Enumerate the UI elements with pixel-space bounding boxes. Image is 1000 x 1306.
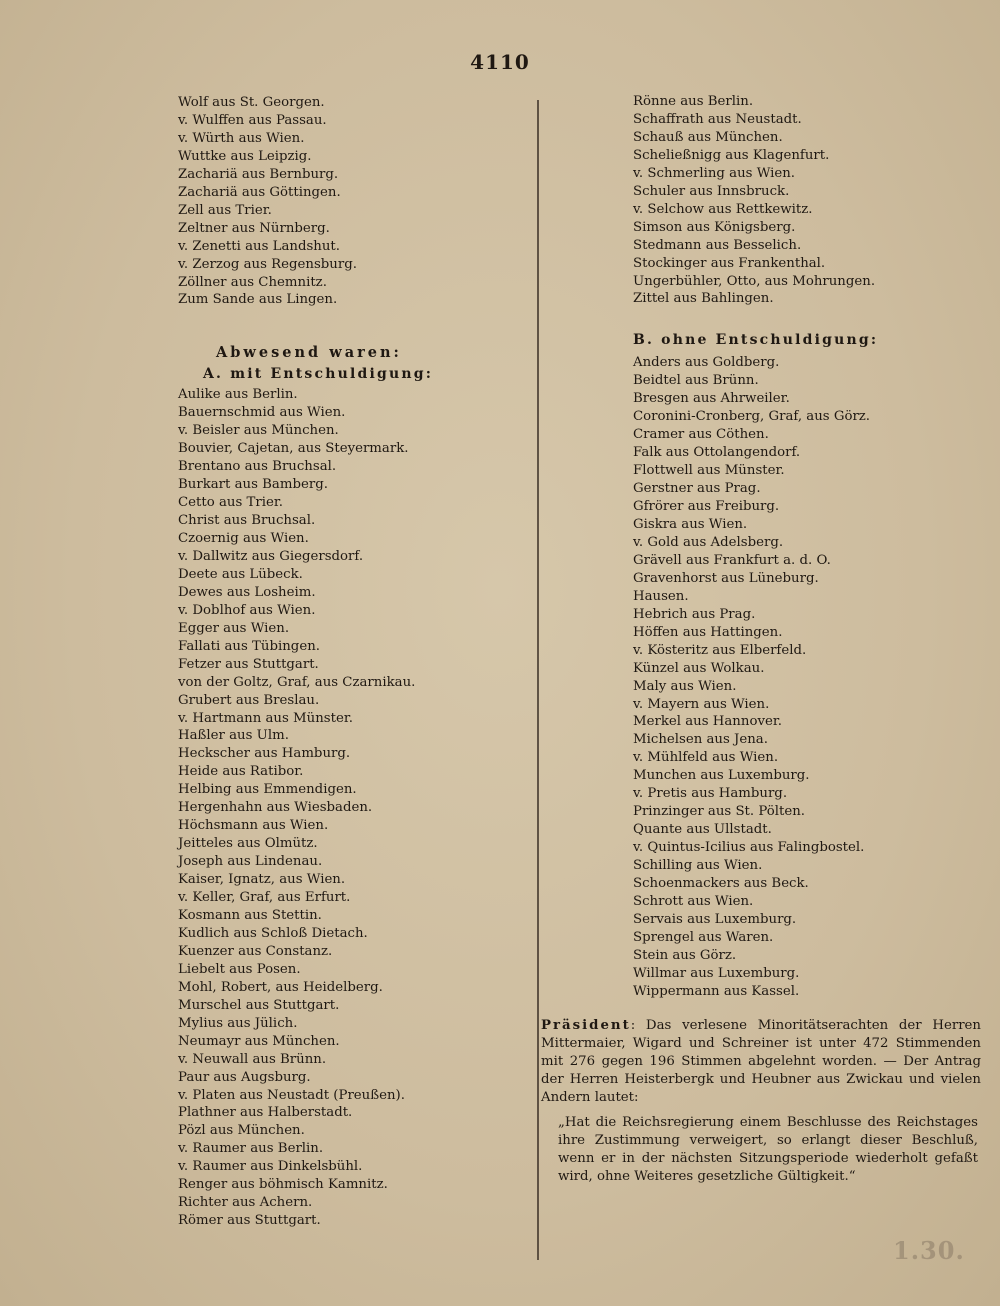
member-entry: Simson aus Königsberg.: [633, 219, 796, 235]
motion-quote: „Hat die Reichsregierung einem Beschlusse des Reichstages ihre Zustimmung verweigert, so erlangt dieser Beschluß, wenn er in der nächsten Sitzungsperiode wiederholt gefaßt wird, ohne Weiteres gesetzliche Gültigkeit.“: [558, 1115, 978, 1185]
member-entry: Gravenhorst aus Lüneburg.: [633, 570, 819, 586]
member-entry: Schaffrath aus Neustadt.: [633, 111, 802, 127]
member-entry: Hausen.: [633, 588, 689, 604]
president-paragraph: [541, 1017, 981, 1107]
member-entry: v. Raumer aus Dinkelsbühl.: [178, 1159, 363, 1175]
member-entry: v. Würth aus Wien.: [178, 130, 305, 146]
member-entry: Coronini-Cronberg, Graf, aus Görz.: [633, 409, 871, 425]
ink-stamp: 1.30.: [893, 1236, 965, 1265]
member-entry: Stedmann aus Besselich.: [633, 237, 802, 253]
member-entry: Hebrich aus Prag.: [633, 606, 756, 622]
member-entry: Dewes aus Losheim.: [178, 584, 316, 600]
member-entry: Cetto aus Trier.: [178, 495, 283, 511]
member-entry: Christ aus Bruchsal.: [178, 513, 316, 529]
member-entry: Künzel aus Wolkau.: [633, 660, 765, 676]
member-entry: Servais aus Luxemburg.: [633, 911, 797, 927]
president-text: : Das verlesene Minoritätserachten der Herren Mittermaier, Wigard und Schreiner ist unter 472 Stimmenden mit 276 gegen 196 Stimmen abgelehnt worden. — Der Antrag der Herren Heisterbergk und Heubner aus Zwickau und vielen Andern lautet:: [541, 1017, 981, 1105]
member-entry: v. Keller, Graf, aus Erfurt.: [178, 890, 351, 906]
member-entry: v. Kösteritz aus Elberfeld.: [633, 642, 807, 658]
column-divider: [537, 100, 539, 1260]
member-entry: Sprengel aus Waren.: [633, 929, 774, 945]
member-entry: Kudlich aus Schloß Dietach.: [178, 925, 368, 941]
member-entry: Schuler aus Innsbruck.: [633, 183, 790, 199]
member-entry: Burkart aus Bamberg.: [178, 477, 328, 493]
member-entry: Richter aus Achern.: [178, 1195, 313, 1211]
member-entry: v. Hartmann aus Münster.: [178, 710, 353, 726]
member-entry: Heckscher aus Hamburg.: [178, 746, 351, 762]
member-entry: Murschel aus Stuttgart.: [178, 997, 340, 1013]
member-entry: Stockinger aus Frankenthal.: [633, 255, 826, 271]
president-label: Präsident: [541, 1017, 631, 1033]
member-entry: Zell aus Trier.: [178, 202, 272, 218]
member-entry: v. Beisler aus München.: [178, 423, 339, 439]
member-entry: Cramer aus Cöthen.: [633, 427, 769, 443]
absent-heading: Abwesend waren:: [216, 344, 402, 362]
member-entry: Bauernschmid aus Wien.: [178, 405, 346, 421]
member-entry: v. Dallwitz aus Giegersdorf.: [178, 548, 364, 564]
member-entry: v. Quintus-Icilius aus Falingbostel.: [633, 840, 865, 856]
member-entry: Egger aus Wien.: [178, 620, 290, 636]
member-entry: Mohl, Robert, aus Heidelberg.: [178, 979, 383, 995]
unexcused-heading: B. ohne Entschuldigung:: [633, 332, 879, 349]
member-entry: v. Mayern aus Wien.: [633, 696, 770, 712]
left-column: [178, 94, 523, 1230]
member-entry: v. Gold aus Adelsberg.: [633, 534, 784, 550]
member-entry: Willmar aus Luxemburg.: [633, 965, 800, 981]
member-entry: Bouvier, Cajetan, aus Steyermark.: [178, 441, 409, 457]
member-entry: Fetzer aus Stuttgart.: [178, 656, 319, 672]
present-list: [178, 94, 523, 309]
member-entry: Hergenhahn aus Wiesbaden.: [178, 800, 373, 816]
member-entry: Maly aus Wien.: [633, 678, 737, 694]
member-entry: Grävell aus Frankfurt a. d. O.: [633, 552, 831, 568]
member-entry: Wuttke aus Leipzig.: [178, 148, 312, 164]
member-entry: Brentano aus Bruchsal.: [178, 459, 337, 475]
member-entry: Scheließnigg aus Klagenfurt.: [633, 147, 830, 163]
member-entry: v. Selchow aus Rettkewitz.: [633, 201, 813, 217]
member-entry: Anders aus Goldberg.: [633, 355, 780, 371]
member-entry: Quante aus Ullstadt.: [633, 822, 772, 838]
member-entry: v. Zerzog aus Regensburg.: [178, 256, 357, 272]
member-entry: Kosmann aus Stettin.: [178, 907, 322, 923]
member-entry: Zeltner aus Nürnberg.: [178, 220, 330, 236]
member-entry: Rönne aus Berlin.: [633, 94, 754, 109]
member-entry: Schoenmackers aus Beck.: [633, 876, 809, 892]
member-entry: v. Mühlfeld aus Wien.: [633, 750, 779, 766]
member-entry: Joseph aus Lindenau.: [178, 854, 323, 870]
member-entry: Schrott aus Wien.: [633, 893, 754, 909]
member-entry: Renger aus böhmisch Kamnitz.: [178, 1177, 388, 1193]
excused-list-continued: [633, 93, 978, 308]
right-column: [541, 93, 981, 1186]
member-entry: Gerstner aus Prag.: [633, 481, 761, 497]
member-entry: Stein aus Görz.: [633, 947, 737, 963]
member-entry: Paur aus Augsburg.: [178, 1069, 311, 1085]
member-entry: v. Wulffen aus Passau.: [178, 112, 327, 128]
member-entry: Helbing aus Emmendigen.: [178, 782, 357, 798]
member-entry: Merkel aus Hannover.: [633, 714, 782, 730]
member-entry: Heide aus Ratibor.: [178, 764, 304, 780]
member-entry: Zittel aus Bahlingen.: [633, 291, 774, 307]
member-entry: Falk aus Ottolangendorf.: [633, 445, 801, 461]
member-entry: v. Schmerling aus Wien.: [633, 165, 796, 181]
member-entry: Zum Sande aus Lingen.: [178, 292, 338, 308]
member-entry: Höffen aus Hattingen.: [633, 624, 783, 640]
excused-heading: A. mit Entschuldigung:: [203, 366, 434, 383]
member-entry: von der Goltz, Graf, aus Czarnikau.: [178, 674, 416, 690]
member-entry: Ungerbühler, Otto, aus Mohrungen.: [633, 273, 876, 289]
member-entry: Jeitteles aus Olmütz.: [178, 836, 318, 852]
member-entry: Gfrörer aus Freiburg.: [633, 499, 780, 515]
member-entry: Wolf aus St. Georgen.: [178, 95, 325, 110]
member-entry: v. Platen aus Neustadt (Preußen).: [178, 1087, 405, 1103]
page-number: 4110: [470, 50, 530, 74]
member-entry: Bresgen aus Ahrweiler.: [633, 391, 790, 407]
member-entry: Pözl aus München.: [178, 1123, 305, 1139]
member-entry: Höchsmann aus Wien.: [178, 818, 329, 834]
member-entry: Prinzinger aus St. Pölten.: [633, 804, 806, 820]
member-entry: Kaiser, Ignatz, aus Wien.: [178, 872, 346, 888]
member-entry: Zöllner aus Chemnitz.: [178, 274, 327, 290]
member-entry: Kuenzer aus Constanz.: [178, 943, 333, 959]
member-entry: Plathner aus Halberstadt.: [178, 1105, 353, 1121]
member-entry: Wippermann aus Kassel.: [633, 983, 800, 999]
member-entry: Flottwell aus Münster.: [633, 463, 785, 479]
member-entry: Schauß aus München.: [633, 129, 783, 145]
member-entry: Haßler aus Ulm.: [178, 728, 289, 744]
member-entry: Zachariä aus Bernburg.: [178, 166, 339, 182]
member-entry: Giskra aus Wien.: [633, 516, 748, 532]
member-entry: Beidtel aus Brünn.: [633, 373, 759, 389]
member-entry: Czoernig aus Wien.: [178, 530, 309, 546]
member-entry: v. Pretis aus Hamburg.: [633, 786, 788, 802]
member-entry: Schilling aus Wien.: [633, 858, 763, 874]
member-entry: Michelsen aus Jena.: [633, 732, 768, 748]
member-entry: Römer aus Stuttgart.: [178, 1213, 321, 1229]
member-entry: Grubert aus Breslau.: [178, 692, 320, 708]
member-entry: Fallati aus Tübingen.: [178, 638, 320, 654]
member-entry: Aulike aus Berlin.: [178, 387, 298, 403]
member-entry: Mylius aus Jülich.: [178, 1015, 298, 1031]
member-entry: v. Raumer aus Berlin.: [178, 1141, 324, 1157]
unexcused-list: [633, 354, 978, 1000]
member-entry: v. Doblhof aus Wien.: [178, 602, 316, 618]
member-entry: Neumayr aus München.: [178, 1033, 340, 1049]
member-entry: Liebelt aus Posen.: [178, 961, 301, 977]
member-entry: Deete aus Lübeck.: [178, 566, 303, 582]
member-entry: v. Zenetti aus Landshut.: [178, 238, 340, 254]
member-entry: v. Neuwall aus Brünn.: [178, 1051, 327, 1067]
member-entry: Zachariä aus Göttingen.: [178, 184, 341, 200]
excused-list: [178, 386, 523, 1230]
member-entry: Munchen aus Luxemburg.: [633, 768, 810, 784]
